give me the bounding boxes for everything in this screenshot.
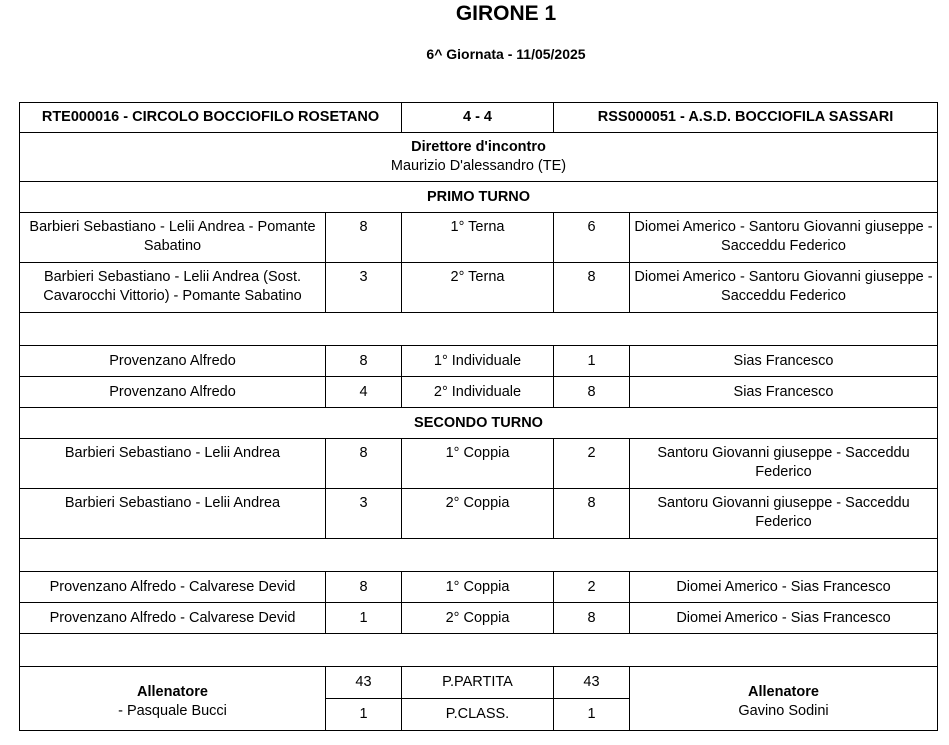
home-score: 3 bbox=[326, 489, 402, 539]
home-players: Provenzano Alfredo bbox=[20, 377, 326, 408]
home-players: Provenzano Alfredo - Calvarese Devid bbox=[20, 603, 326, 634]
away-coach-cell bbox=[630, 667, 938, 731]
away-score: 8 bbox=[554, 489, 630, 539]
away-coach-label: Allenatore bbox=[748, 683, 819, 700]
page-subtitle: 6^ Giornata - 11/05/2025 bbox=[426, 46, 586, 62]
away-players: Sias Francesco bbox=[630, 346, 938, 377]
game-label: 2° Terna bbox=[402, 263, 554, 313]
away-players: Diomei Americo - Santoru Giovanni giuseppe - Sacceddu Federico bbox=[630, 213, 938, 263]
table-row bbox=[20, 346, 938, 377]
game-label: 2° Individuale bbox=[402, 377, 554, 408]
director-row bbox=[20, 133, 938, 182]
home-coach-cell bbox=[20, 667, 326, 731]
home-players: Provenzano Alfredo - Calvarese Devid bbox=[20, 572, 326, 603]
away-score: 8 bbox=[554, 377, 630, 408]
away-players: Sias Francesco bbox=[630, 377, 938, 408]
section-title-primo-turno: PRIMO TURNO bbox=[20, 182, 938, 213]
away-players: Santoru Giovanni giuseppe - Sacceddu Federico bbox=[630, 489, 938, 539]
game-label: 1° Coppia bbox=[402, 439, 554, 489]
away-score: 1 bbox=[554, 346, 630, 377]
spacer-cell bbox=[20, 539, 938, 572]
director-cell bbox=[20, 133, 938, 182]
home-score: 4 bbox=[326, 377, 402, 408]
footer-row-partita bbox=[20, 667, 938, 699]
match-report-table bbox=[19, 102, 938, 731]
spacer-row bbox=[20, 313, 938, 346]
home-score: 8 bbox=[326, 213, 402, 263]
away-score: 2 bbox=[554, 439, 630, 489]
home-team: RTE000016 - CIRCOLO BOCCIOFILO ROSETANO bbox=[20, 103, 402, 133]
table-row bbox=[20, 603, 938, 634]
page-title: GIRONE 1 bbox=[455, 2, 557, 25]
partita-label: P.PARTITA bbox=[402, 667, 554, 699]
away-score: 2 bbox=[554, 572, 630, 603]
spacer-cell bbox=[20, 313, 938, 346]
match-header-row bbox=[20, 103, 938, 133]
section-row-secondo-turno bbox=[20, 408, 938, 439]
match-score: 4 - 4 bbox=[402, 103, 554, 133]
table-row bbox=[20, 572, 938, 603]
table-row bbox=[20, 439, 938, 489]
home-score: 1 bbox=[326, 603, 402, 634]
home-partita-points: 43 bbox=[326, 667, 402, 699]
game-label: 1° Coppia bbox=[402, 572, 554, 603]
away-score: 8 bbox=[554, 603, 630, 634]
home-score: 8 bbox=[326, 439, 402, 489]
spacer-row bbox=[20, 634, 938, 667]
table-row bbox=[20, 213, 938, 263]
spacer-cell bbox=[20, 634, 938, 667]
home-score: 3 bbox=[326, 263, 402, 313]
director-label: Direttore d'incontro bbox=[411, 139, 546, 155]
away-players: Diomei Americo - Santoru Giovanni giuseppe - Sacceddu Federico bbox=[630, 263, 938, 313]
game-label: 2° Coppia bbox=[402, 489, 554, 539]
home-score: 8 bbox=[326, 346, 402, 377]
class-label: P.CLASS. bbox=[402, 699, 554, 731]
table-row bbox=[20, 263, 938, 313]
away-score: 6 bbox=[554, 213, 630, 263]
away-partita-points: 43 bbox=[554, 667, 630, 699]
away-players: Diomei Americo - Sias Francesco bbox=[630, 603, 938, 634]
away-players: Santoru Giovanni giuseppe - Sacceddu Federico bbox=[630, 439, 938, 489]
table-row bbox=[20, 489, 938, 539]
home-players: Provenzano Alfredo bbox=[20, 346, 326, 377]
director-name: Maurizio D'alessandro (TE) bbox=[390, 158, 567, 174]
home-players: Barbieri Sebastiano - Lelii Andrea bbox=[20, 489, 326, 539]
home-score: 8 bbox=[326, 572, 402, 603]
home-coach-label: Allenatore bbox=[137, 683, 208, 700]
section-title-secondo-turno: SECONDO TURNO bbox=[20, 408, 938, 439]
away-team: RSS000051 - A.S.D. BOCCIOFILA SASSARI bbox=[554, 103, 938, 133]
game-label: 2° Coppia bbox=[402, 603, 554, 634]
game-label: 1° Terna bbox=[402, 213, 554, 263]
home-players: Barbieri Sebastiano - Lelii Andrea bbox=[20, 439, 326, 489]
away-class-points: 1 bbox=[554, 699, 630, 731]
table-row bbox=[20, 377, 938, 408]
home-coach-name: - Pasquale Bucci bbox=[118, 702, 227, 719]
home-class-points: 1 bbox=[326, 699, 402, 731]
away-coach-name: Gavino Sodini bbox=[738, 702, 829, 719]
spacer-row bbox=[20, 539, 938, 572]
away-score: 8 bbox=[554, 263, 630, 313]
home-players: Barbieri Sebastiano - Lelii Andrea (Sost. Cavarocchi Vittorio) - Pomante Sabatino bbox=[20, 263, 326, 313]
away-players: Diomei Americo - Sias Francesco bbox=[630, 572, 938, 603]
section-row-primo-turno bbox=[20, 182, 938, 213]
home-players: Barbieri Sebastiano - Lelii Andrea - Pomante Sabatino bbox=[20, 213, 326, 263]
game-label: 1° Individuale bbox=[402, 346, 554, 377]
